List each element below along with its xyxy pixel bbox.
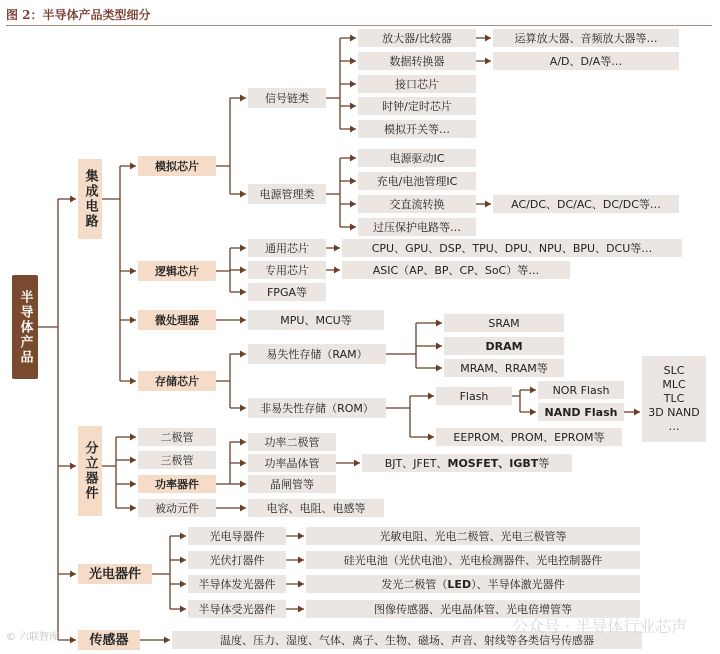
node-nand-flash: NAND Flash [538,403,624,421]
node-mpu: 微处理器 [138,310,216,330]
node-memory: 存储芯片 [138,371,216,391]
node-acdc-detail: AC/DC、DC/AC、DC/DC等… [493,195,679,213]
node-asic-chip: 专用芯片 [248,261,326,279]
nand-type-mlc: MLC [662,378,686,391]
node-photo-conductor-detail: 光敏电阻、光电二极管、光电三极管等 [306,527,640,545]
node-analog: 模拟芯片 [138,156,216,176]
node-receiver-detail: 图像传感器、光电晶体管、光电倍增管等 [306,600,640,618]
node-power-diode: 功率二极管 [248,433,336,451]
node-switch: 模拟开关等… [358,120,476,138]
emitter-detail-b: LED [447,577,472,591]
watermark-right: 公众号 · 半导体行业芯声 [512,617,688,636]
node-acdc: 交直流转换 [358,195,476,213]
node-general-detail: CPU、GPU、DSP、TPU、DPU、NPU、BPU、DCU等… [342,239,682,257]
node-passive-detail: 电容、电阻、电感等 [248,499,384,517]
node-power-transistor-detail [362,454,572,472]
node-general-chip: 通用芯片 [248,239,326,257]
node-clock: 时钟/定时芯片 [358,97,476,115]
power-transistor-detail-a: BJT、JFET、 [384,456,448,470]
node-power-transistor: 功率晶体管 [248,454,336,472]
node-eeprom: EEPROM、PROM、EPROM等 [436,428,622,446]
node-amp-detail: 运算放大器、音频放大器等… [493,29,679,47]
node-mram: MRAM、RRAM等 [444,359,564,377]
watermark-left: © 六联智库 [6,632,60,643]
node-flash: Flash [436,387,512,405]
emitter-detail-a: 发光二极管（ [381,577,448,591]
category-discrete: 分立器件 [78,426,102,516]
node-asic-detail: ASIC（AP、BP、CP、SoC）等… [342,261,570,279]
node-nonvolatile: 非易失性存储（ROM） [248,398,386,418]
node-amp: 放大器/比较器 [358,29,476,47]
power-transistor-detail-c: 等 [538,456,550,470]
node-interface: 接口芯片 [358,75,476,93]
node-triode: 三极管 [138,451,216,469]
node-power-device: 功率器件 [138,475,216,493]
node-power-drive: 电源驱动IC [358,149,476,167]
node-passive: 被动元件 [138,499,216,517]
node-sram: SRAM [444,314,564,332]
nand-type-slc: SLC [663,364,685,377]
category-opto: 光电器件 [78,564,152,584]
node-volatile: 易失性存储（RAM） [248,344,386,364]
nand-type-more: … [668,420,680,433]
node-diode: 二极管 [138,428,216,446]
nand-type-tlc: TLC [663,392,685,405]
node-logic: 逻辑芯片 [138,261,216,281]
node-charger: 充电/电池管理IC [358,172,476,190]
figure-title: 图 2：半导体产品类型细分 [6,8,151,22]
node-protect: 过压保护电路等… [358,218,476,236]
emitter-detail-c: ）、半导体激光器件 [471,577,565,591]
node-nor-flash: NOR Flash [538,381,624,399]
root-node: 半导体产品 [12,275,38,379]
nand-type-3d: 3D NAND [648,406,700,419]
node-emitter-detail [306,575,640,593]
node-emitter: 半导体发光器件 [188,575,286,593]
node-photo-conductor: 光电导器件 [188,527,286,545]
node-power-mgmt: 电源管理类 [248,184,326,204]
node-fpga: FPGA等 [248,283,326,301]
node-photovoltaic-detail: 硅光电池（光伏电池）、光电检测器件、光电控制器件 [306,551,640,569]
power-transistor-detail-b: MOSFET、IGBT [447,456,539,470]
node-thyristor: 晶闸管等 [248,475,336,493]
node-photovoltaic: 光伏打器件 [188,551,286,569]
node-converter: 数据转换器 [358,52,476,70]
category-sensor: 传感器 [78,630,140,650]
node-dram: DRAM [444,337,564,355]
node-signal-chain: 信号链类 [248,88,326,108]
node-mpu-detail: MPU、MCU等 [248,310,384,330]
node-nand-types [642,356,706,442]
category-ic: 集成电路 [78,159,102,239]
node-converter-detail: A/D、D/A等… [493,52,679,70]
node-sensor-detail: 温度、压力、湿度、气体、离子、生物、磁场、声音、射线等各类信号传感器 [172,631,642,649]
node-receiver: 半导体受光器件 [188,600,286,618]
